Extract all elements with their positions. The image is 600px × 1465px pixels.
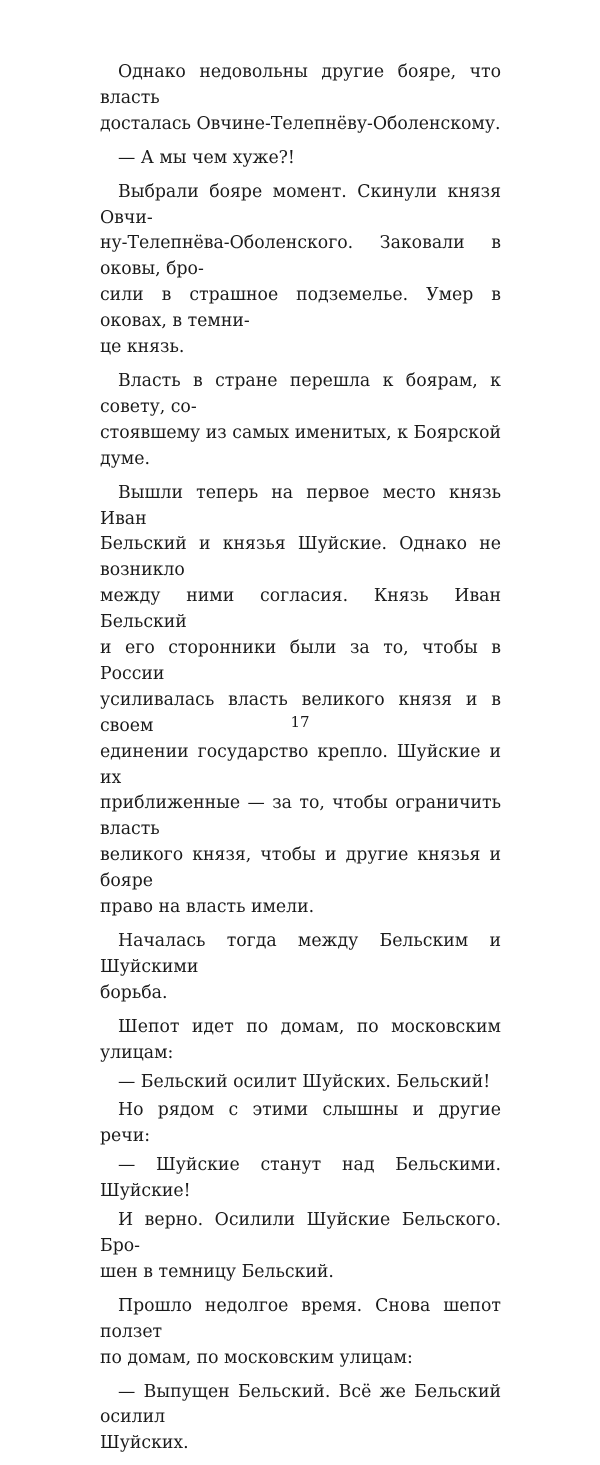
paragraph: Шепот идет по домам, по московским улицам:	[100, 1016, 501, 1063]
paragraph: И верно. Осилили Шуйские Бельского. Бро- шен в темницу Бельский.	[100, 1210, 501, 1282]
paragraph: Началась тогда между Бельским и Шуйскими борьба.	[100, 931, 501, 1003]
page-number: 17	[290, 713, 310, 731]
page-body-text	[100, 60, 501, 1465]
paragraph: Выбрали бояре момент. Скинули князя Овчи- ну-Телепнёва-Оболенского. Заковали в оковы, бро- сили в страшное подземелье. Умер в оковах, в темни- це князь.	[100, 181, 501, 358]
dialogue-line: — Бельский осилит Шуйских. Бельский!	[118, 1071, 491, 1092]
paragraph: Однако недовольны другие бояре, что власть досталась Овчине-Телепнёву-Оболенскому.	[100, 62, 501, 134]
dialogue-line: — Выпущен Бельский. Всё же Бельский осилил Шуйских.	[100, 1381, 501, 1454]
paragraph: — А мы чем хуже?!	[118, 147, 295, 168]
paragraph: Вышли теперь на первое место князь Иван Бельский и князья Шуйские. Однако не возникло между ними согласия. Князь Иван Бельский и его сторонники были за то, чтобы в России усиливалась власть великого князя и в своем единении государство крепло. Шуйские и их приближенные — за то, чтобы ограничить власть великого князя, чтобы и другие князья и бояре право на власть имели.	[100, 482, 501, 918]
paragraph: Власть в стране перешла к боярам, к совету, со- стоявшему из самых именитых, к Боярской думе.	[100, 370, 501, 469]
paragraph: Но рядом с этими слышны и другие речи:	[100, 1100, 501, 1147]
paragraph: Прошло недолгое время. Снова шепот ползет по домам, по московским улицам:	[100, 1295, 501, 1368]
dialogue-line: — Шуйские станут над Бельскими. Шуйские!	[100, 1155, 501, 1202]
